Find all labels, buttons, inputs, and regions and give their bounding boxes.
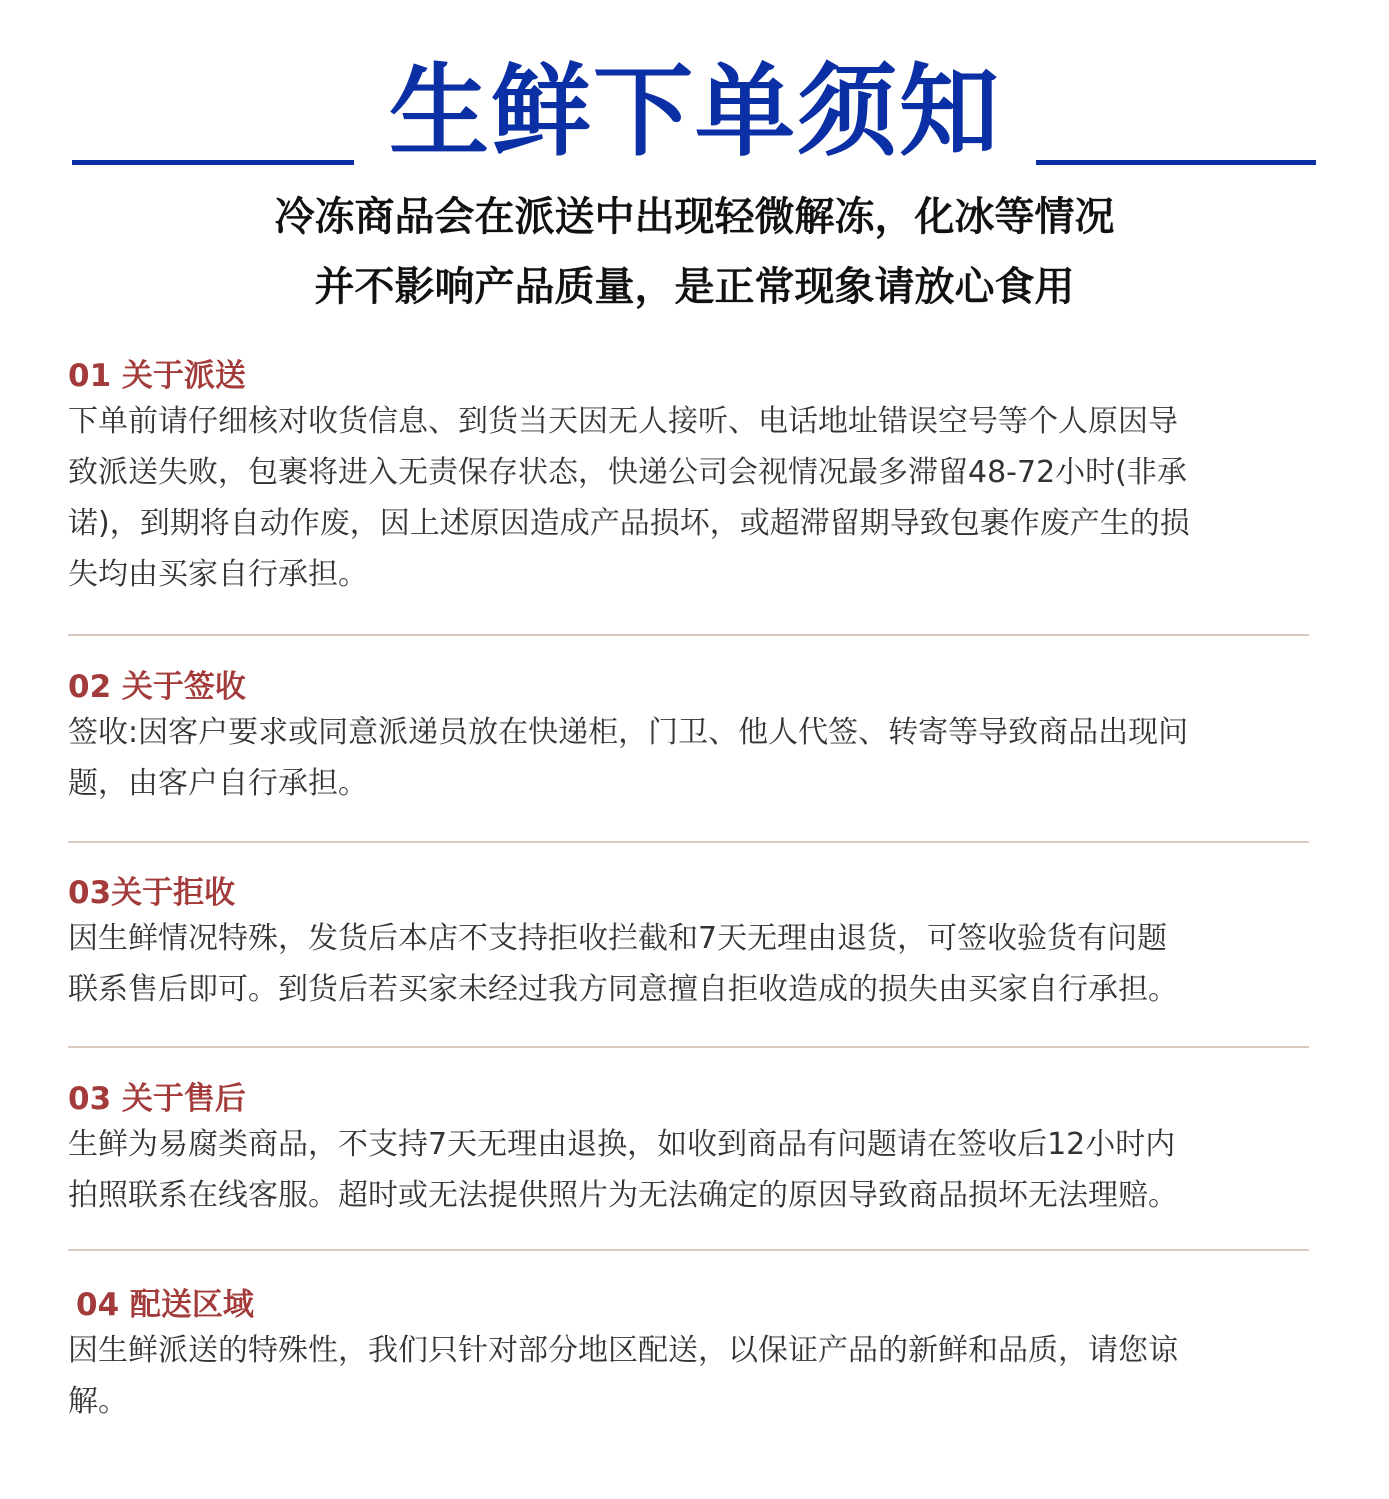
section-text-line: 因生鲜情况特殊，发货后本店不支持拒收拦截和7天无理由退货，可签收验货有问题 — [68, 921, 1168, 956]
section-heading: 04 配送区域 — [76, 1287, 254, 1323]
section-heading: 03 关于售后 — [68, 1081, 246, 1117]
section-text-line: 失均由买家自行承担。 — [68, 557, 368, 592]
section-signing — [68, 667, 1318, 809]
section-after-sales — [68, 1079, 1318, 1221]
section-delivery-area — [68, 1285, 1318, 1427]
section-text-line: 解。 — [68, 1384, 128, 1419]
section-text-line: 下单前请仔细核对收货信息、到货当天因无人接听、电话地址错误空号等个人原因导 — [68, 404, 1178, 439]
section-text-line: 致派送失败，包裹将进入无责保存状态，快递公司会视情况最多滞留48-72小时(非承 — [68, 455, 1187, 490]
title-rule-left — [72, 160, 354, 165]
section-delivery — [68, 356, 1318, 600]
divider — [68, 1249, 1309, 1251]
section-text-line: 因生鲜派送的特殊性，我们只针对部分地区配送，以保证产品的新鲜和品质，请您谅 — [68, 1333, 1178, 1368]
section-text-line: 签收:因客户要求或同意派递员放在快递柜，门卫、他人代签、转寄等导致商品出现问 — [68, 715, 1189, 750]
divider — [68, 634, 1309, 636]
page-title: 生鲜下单须知 — [389, 53, 1001, 170]
subtitle-line-1: 冷冻商品会在派送中出现轻微解冻，化冰等情况 — [274, 194, 1115, 240]
divider — [68, 841, 1309, 843]
subtitle-line-2: 并不影响产品质量，是正常现象请放心食用 — [314, 264, 1075, 310]
title-row — [0, 52, 1389, 172]
title-rule-right — [1036, 160, 1316, 165]
section-text-line: 诺)，到期将自动作废，因上述原因造成产品损坏，或超滞留期导致包裹作废产生的损 — [68, 506, 1190, 541]
section-text-line: 生鲜为易腐类商品，不支持7天无理由退换，如收到商品有问题请在签收后12小时内 — [68, 1127, 1176, 1162]
section-text-line: 题，由客户自行承担。 — [68, 766, 368, 801]
section-rejection — [68, 873, 1318, 1015]
section-heading: 01 关于派送 — [68, 358, 246, 394]
section-heading: 03关于拒收 — [68, 875, 236, 911]
section-text-line: 拍照联系在线客服。超时或无法提供照片为无法确定的原因导致商品损坏无法理赔。 — [68, 1178, 1178, 1213]
section-text-line: 联系售后即可。到货后若买家未经过我方同意擅自拒收造成的损失由买家自行承担。 — [68, 972, 1178, 1007]
section-heading: 02 关于签收 — [68, 669, 246, 705]
divider — [68, 1046, 1309, 1048]
